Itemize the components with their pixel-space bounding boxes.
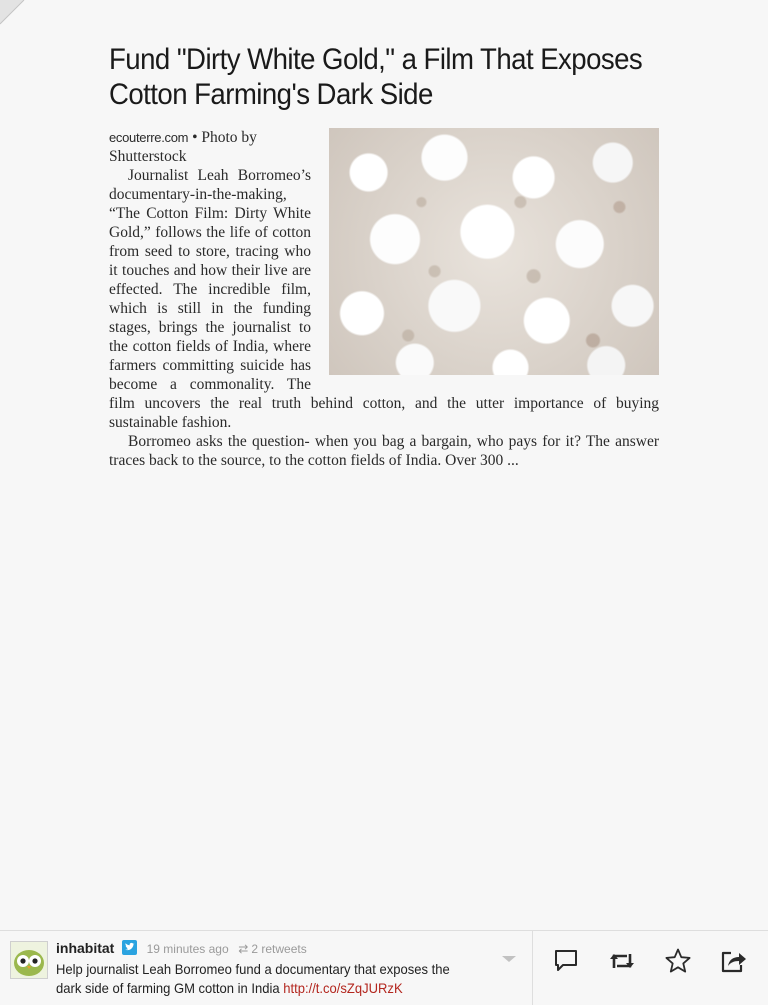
- source-name[interactable]: ecouterre.com: [109, 130, 189, 145]
- article-paragraph: Journalist Leah Borromeo’s documentary-in-the-making, “The Cotton Film: Dirty White Gold,” follows the life of cotton from seed to store, tracing who it touches and how their live are effected. The incredible film, which is still in the funding stages, brings the journalist to the cotton fields of India, where farmers committing suicide has become a commonality. The film uncovers the real truth behind cotton, and the utter importance of buying sustainable fashion.: [109, 167, 659, 431]
- divider: [532, 931, 533, 1005]
- reply-button[interactable]: [549, 944, 583, 978]
- tweet-header: [56, 940, 307, 956]
- retweet-small-icon: ⇄: [238, 942, 249, 956]
- tweet-username[interactable]: inhabitat: [56, 940, 115, 956]
- retweet-icon: [608, 948, 636, 974]
- tweet-timestamp[interactable]: 19 minutes ago: [146, 942, 229, 956]
- article: [109, 42, 659, 470]
- page-corner-curl[interactable]: [0, 0, 26, 26]
- twitter-bird-icon: [122, 940, 137, 955]
- article-paragraph: Borromeo asks the question- when you bag a bargain, who pays for it? The answer traces back to the source, to the cotton fields of India. Over 300 ...: [109, 433, 659, 469]
- comment-icon: [553, 948, 579, 974]
- retweet-count: 2 retweets: [251, 942, 307, 956]
- tweet-text: [56, 960, 470, 998]
- tweet-body: Help journalist Leah Borromeo fund a documentary that exposes the dark side of farming GM cotton in India: [56, 961, 450, 996]
- photo-credit: • Photo by Shutterstock: [109, 129, 257, 165]
- article-body: [109, 128, 659, 470]
- star-icon: [664, 947, 692, 975]
- favorite-button[interactable]: [661, 944, 695, 978]
- owl-icon: [11, 942, 47, 978]
- share-button[interactable]: [717, 944, 751, 978]
- retweet-button[interactable]: [605, 944, 639, 978]
- chevron-down-icon[interactable]: [501, 954, 517, 964]
- avatar[interactable]: [10, 941, 48, 979]
- tweet-link[interactable]: http://t.co/sZqJURzK: [283, 980, 403, 996]
- tweet-bar: [0, 930, 768, 1005]
- article-headline[interactable]: Fund "Dirty White Gold," a Film That Exposes Cotton Farming's Dark Side: [109, 43, 643, 111]
- share-icon: [720, 948, 748, 974]
- cotton-photo[interactable]: [329, 128, 659, 375]
